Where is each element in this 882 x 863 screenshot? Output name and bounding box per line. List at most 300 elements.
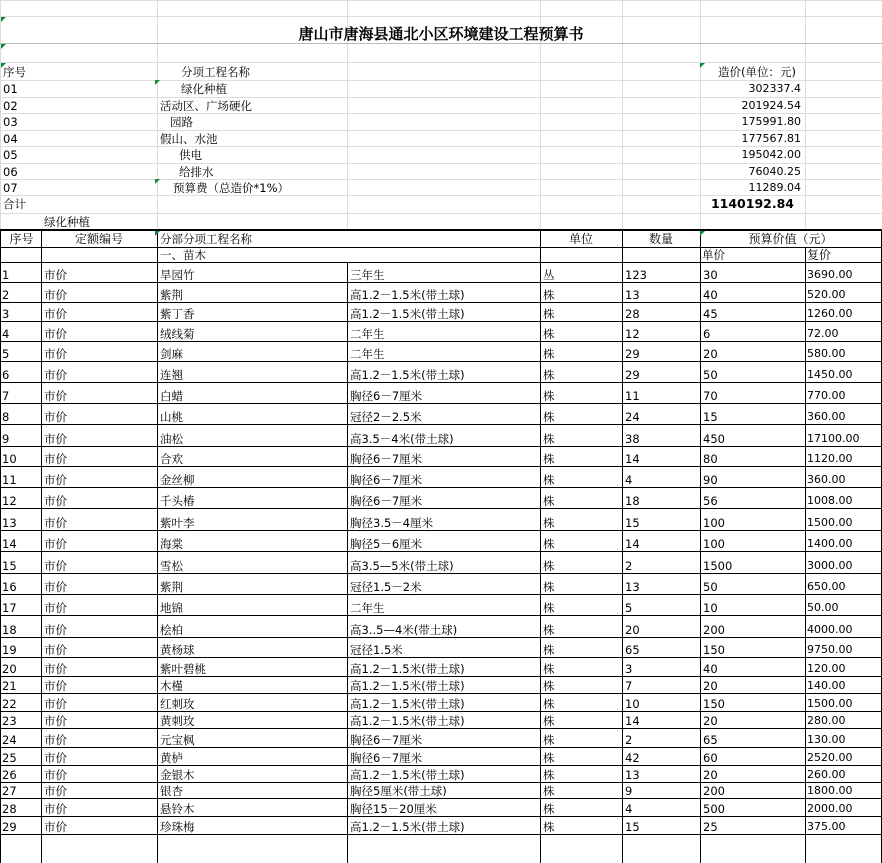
row-name: 海棠: [160, 537, 183, 551]
table-col-line: [347, 262, 348, 863]
row-unit: 株: [543, 768, 555, 782]
row-price: 150: [703, 643, 725, 657]
row-spec: 冠径1.5米: [350, 643, 403, 657]
row-unit: 株: [543, 473, 555, 487]
row-price: 20: [703, 347, 718, 361]
row-name: 紫荆: [160, 288, 183, 302]
row-name: 紫丁香: [160, 307, 195, 321]
row-unit: 株: [543, 559, 555, 573]
row-total: 50.00: [807, 601, 839, 614]
category-label: 一、苗木: [160, 248, 206, 262]
row-code: 市价: [44, 768, 67, 782]
row-qty: 29: [625, 368, 640, 382]
row-total: 1400.00: [807, 537, 853, 550]
grid-line: [0, 113, 882, 114]
table-row-line: [0, 487, 882, 488]
row-qty: 7: [625, 679, 633, 693]
row-total: 360.00: [807, 410, 846, 423]
table-row-line: [0, 834, 882, 835]
table-col-line: [622, 230, 623, 863]
summary-row-no: 05: [3, 148, 18, 162]
summary-total-value: 1140192.84: [710, 196, 794, 211]
row-price: 150: [703, 697, 725, 711]
row-price: 70: [703, 389, 718, 403]
row-name: 金丝柳: [160, 473, 195, 487]
row-code: 市价: [44, 288, 67, 302]
comment-marker-icon: [1, 17, 6, 22]
row-total: 260.00: [807, 768, 846, 781]
row-price: 40: [703, 662, 718, 676]
summary-row-no: 07: [3, 181, 18, 195]
row-spec: 胸径6－7厘米: [350, 389, 423, 403]
row-unit: 株: [543, 494, 555, 508]
row-unit: 株: [543, 697, 555, 711]
row-name: 银杏: [160, 784, 183, 798]
row-name: 剑麻: [160, 347, 183, 361]
row-code: 市价: [44, 733, 67, 747]
row-total: 375.00: [807, 820, 846, 833]
row-code: 市价: [44, 784, 67, 798]
row-spec: 高1.2－1.5米(带土球): [350, 679, 465, 693]
table-row-line: [0, 594, 882, 595]
row-price: 1500: [703, 559, 733, 573]
row-no: 6: [2, 368, 10, 382]
row-total: 1500.00: [807, 516, 853, 529]
summary-row-cost: 76040.25: [748, 165, 801, 178]
summary-row-no: 01: [3, 82, 18, 96]
row-name: 黄杨球: [160, 643, 195, 657]
row-total: 360.00: [807, 473, 846, 486]
row-price: 56: [703, 494, 718, 508]
grid-line: [0, 0, 882, 1]
row-spec: 胸径5－6厘米: [350, 537, 423, 551]
row-code: 市价: [44, 802, 67, 816]
row-spec: 高3.5－4米(带土球): [350, 432, 454, 446]
header-no: 序号: [9, 232, 34, 246]
row-spec: 胸径6－7厘米: [350, 733, 423, 747]
row-total: 120.00: [807, 662, 846, 675]
row-qty: 2: [625, 733, 633, 747]
row-qty: 38: [625, 432, 640, 446]
row-unit: 株: [543, 288, 555, 302]
row-price: 450: [703, 432, 725, 446]
page-title: 唐山市唐海县通北小区环境建设工程预算书: [298, 25, 584, 43]
row-name: 连翘: [160, 368, 183, 382]
row-qty: 13: [625, 580, 640, 594]
summary-row-no: 06: [3, 165, 18, 179]
row-qty: 18: [625, 494, 640, 508]
row-spec: 高1.2－1.5米(带土球): [350, 368, 465, 382]
comment-marker-icon: [155, 80, 160, 85]
summary-row-name: 绿化种植: [181, 82, 227, 96]
row-price: 65: [703, 733, 718, 747]
row-no: 10: [2, 452, 17, 466]
row-price: 20: [703, 714, 718, 728]
row-spec: 高1.2－1.5米(带土球): [350, 288, 465, 302]
row-qty: 15: [625, 516, 640, 530]
row-total: 4000.00: [807, 623, 853, 636]
table-row-line: [0, 382, 882, 383]
grid-line: [0, 130, 882, 131]
row-price: 50: [703, 368, 718, 382]
row-qty: 65: [625, 643, 640, 657]
row-unit: 株: [543, 410, 555, 424]
row-unit: 株: [543, 389, 555, 403]
row-total: 520.00: [807, 288, 846, 301]
comment-marker-icon: [700, 231, 705, 236]
row-price: 60: [703, 751, 718, 765]
row-code: 市价: [44, 601, 67, 615]
table-row-line: [0, 573, 882, 574]
grid-line: [0, 179, 882, 180]
table-row-line: [0, 615, 882, 616]
row-total: 1800.00: [807, 784, 853, 797]
header-total: 复价: [807, 248, 832, 262]
summary-row-no: 03: [3, 115, 18, 129]
table-row-line: [0, 321, 882, 322]
row-no: 29: [2, 820, 17, 834]
row-no: 28: [2, 802, 17, 816]
table-row-line: [0, 693, 882, 694]
table-col-line: [805, 247, 806, 863]
row-code: 市价: [44, 368, 67, 382]
row-unit: 株: [543, 714, 555, 728]
row-no: 15: [2, 559, 17, 573]
row-spec: 三年生: [350, 268, 385, 282]
row-name: 黄栌: [160, 751, 183, 765]
row-qty: 3: [625, 662, 633, 676]
row-name: 白蜡: [160, 389, 183, 403]
table-col-line: [540, 230, 541, 863]
row-name: 金银木: [160, 768, 195, 782]
row-code: 市价: [44, 410, 67, 424]
header-code: 定额编号: [74, 232, 123, 246]
row-code: 市价: [44, 679, 67, 693]
row-total: 72.00: [807, 327, 839, 340]
row-name: 雪松: [160, 559, 183, 573]
table-row-line: [0, 403, 882, 404]
row-price: 200: [703, 784, 725, 798]
row-total: 1500.00: [807, 697, 853, 710]
row-no: 13: [2, 516, 17, 530]
row-qty: 14: [625, 537, 640, 551]
row-code: 市价: [44, 327, 67, 341]
row-total: 140.00: [807, 679, 846, 692]
row-no: 20: [2, 662, 17, 676]
table-col-line: [0, 230, 1, 863]
row-no: 24: [2, 733, 17, 747]
row-unit: 株: [543, 679, 555, 693]
table-row-line: [0, 747, 882, 748]
summary-row-name: 园路: [170, 115, 193, 129]
row-price: 90: [703, 473, 718, 487]
table-row-line: [0, 341, 882, 342]
row-name: 合欢: [160, 452, 183, 466]
row-total: 9750.00: [807, 643, 853, 656]
row-price: 45: [703, 307, 718, 321]
row-total: 2520.00: [807, 751, 853, 764]
table-row-line: [0, 530, 882, 531]
row-name: 山桃: [160, 410, 183, 424]
row-qty: 14: [625, 452, 640, 466]
table-row-line: [0, 782, 882, 783]
row-total: 3690.00: [807, 268, 853, 281]
row-no: 18: [2, 623, 17, 637]
row-qty: 12: [625, 327, 640, 341]
row-price: 6: [703, 327, 711, 341]
row-price: 200: [703, 623, 725, 637]
table-row-line: [0, 676, 882, 677]
header-name: 分部分项工程名称: [160, 232, 252, 246]
table-col-line: [157, 230, 158, 863]
row-qty: 14: [625, 714, 640, 728]
row-qty: 11: [625, 389, 640, 403]
row-no: 9: [2, 432, 10, 446]
row-spec: 高1.2－1.5米(带土球): [350, 820, 465, 834]
summary-row-name: 供电: [179, 148, 202, 162]
row-name: 桧柏: [160, 623, 183, 637]
row-no: 7: [2, 389, 10, 403]
row-price: 500: [703, 802, 725, 816]
row-price: 40: [703, 288, 718, 302]
summary-row-cost: 175991.80: [741, 115, 801, 128]
grid-line: [0, 80, 882, 81]
header-qty: 数量: [648, 232, 673, 246]
summary-row-name: 预算费（总造价*1%）: [173, 181, 289, 195]
row-spec: 二年生: [350, 347, 385, 361]
table-row-line: [0, 551, 882, 552]
summary-header-cost: 造价(单位：元): [718, 65, 796, 79]
row-code: 市价: [44, 516, 67, 530]
table-row-line: [0, 302, 882, 303]
row-code: 市价: [44, 623, 67, 637]
table-row-line: [0, 765, 882, 766]
row-code: 市价: [44, 432, 67, 446]
row-spec: 高1.2－1.5米(带土球): [350, 697, 465, 711]
row-total: 1450.00: [807, 368, 853, 381]
row-price: 15: [703, 410, 718, 424]
row-code: 市价: [44, 751, 67, 765]
summary-row-cost: 302337.4: [748, 82, 801, 95]
grid-line: [0, 97, 882, 98]
row-unit: 株: [543, 580, 555, 594]
table-row-line: [0, 657, 882, 658]
row-no: 23: [2, 714, 17, 728]
row-no: 11: [2, 473, 17, 487]
row-no: 14: [2, 537, 17, 551]
row-qty: 29: [625, 347, 640, 361]
row-name: 旱园竹: [160, 268, 195, 282]
row-code: 市价: [44, 494, 67, 508]
row-unit: 株: [543, 733, 555, 747]
summary-row-cost: 177567.81: [741, 132, 801, 145]
table-top-border: [0, 229, 882, 231]
grid-line: [0, 16, 882, 17]
header-price: 单价: [702, 248, 725, 262]
row-qty: 13: [625, 768, 640, 782]
row-code: 市价: [44, 452, 67, 466]
table-row-line: [0, 798, 882, 799]
comment-marker-icon: [155, 179, 160, 184]
row-spec: 高3..5—4米(带土球): [350, 623, 458, 637]
row-no: 19: [2, 643, 17, 657]
row-no: 27: [2, 784, 17, 798]
row-total: 2000.00: [807, 802, 853, 815]
row-name: 元宝枫: [160, 733, 195, 747]
row-unit: 株: [543, 623, 555, 637]
row-price: 100: [703, 516, 725, 530]
section-label: 绿化种植: [44, 215, 90, 229]
table-col-line: [700, 230, 701, 863]
row-name: 地锦: [160, 601, 183, 615]
summary-row-cost: 201924.54: [741, 99, 801, 112]
summary-row-no: 04: [3, 132, 18, 146]
row-no: 17: [2, 601, 17, 615]
row-code: 市价: [44, 389, 67, 403]
table-row-line: [0, 446, 882, 447]
row-code: 市价: [44, 662, 67, 676]
row-total: 3000.00: [807, 559, 853, 572]
row-qty: 4: [625, 802, 633, 816]
row-spec: 胸径6－7厘米: [350, 473, 423, 487]
row-unit: 株: [543, 784, 555, 798]
table-row-line: [0, 637, 882, 638]
row-total: 1260.00: [807, 307, 853, 320]
row-name: 黄刺玫: [160, 714, 195, 728]
row-code: 市价: [44, 580, 67, 594]
row-unit: 株: [543, 820, 555, 834]
row-unit: 株: [543, 516, 555, 530]
row-no: 3: [2, 307, 10, 321]
row-spec: 胸径6－7厘米: [350, 751, 423, 765]
row-unit: 株: [543, 601, 555, 615]
comment-marker-icon: [155, 231, 160, 236]
table-row-line: [0, 816, 882, 817]
row-spec: 胸径5厘米(带土球): [350, 784, 447, 798]
table-row-line: [0, 508, 882, 509]
row-no: 25: [2, 751, 17, 765]
row-qty: 13: [625, 288, 640, 302]
row-spec: 高3.5—5米(带土球): [350, 559, 454, 573]
row-spec: 胸径6－7厘米: [350, 452, 423, 466]
grid-line: [0, 213, 882, 214]
row-unit: 株: [543, 802, 555, 816]
row-no: 26: [2, 768, 17, 782]
row-spec: 二年生: [350, 601, 385, 615]
row-no: 1: [2, 268, 10, 282]
table-row-line: [0, 262, 882, 263]
row-total: 1008.00: [807, 494, 853, 507]
row-code: 市价: [44, 268, 67, 282]
row-price: 20: [703, 768, 718, 782]
comment-marker-icon: [1, 44, 6, 49]
row-code: 市价: [44, 307, 67, 321]
summary-row-name: 假山、水池: [160, 132, 218, 146]
row-name: 紫荆: [160, 580, 183, 594]
row-code: 市价: [44, 347, 67, 361]
row-price: 25: [703, 820, 718, 834]
row-spec: 冠径1.5－2米: [350, 580, 422, 594]
row-no: 16: [2, 580, 17, 594]
row-unit: 丛: [543, 268, 555, 282]
row-spec: 胸径3.5－4厘米: [350, 516, 434, 530]
row-code: 市价: [44, 473, 67, 487]
row-code: 市价: [44, 537, 67, 551]
row-total: 580.00: [807, 347, 846, 360]
row-code: 市价: [44, 697, 67, 711]
summary-row-no: 02: [3, 99, 18, 113]
row-name: 油松: [160, 432, 183, 446]
row-no: 12: [2, 494, 17, 508]
header-budget: 预算价值（元）: [748, 232, 833, 246]
row-qty: 4: [625, 473, 633, 487]
row-no: 21: [2, 679, 17, 693]
row-unit: 株: [543, 432, 555, 446]
summary-total-label: 合计: [3, 197, 26, 211]
table-col-line: [41, 230, 42, 863]
row-no: 2: [2, 288, 10, 302]
row-name: 绒线菊: [160, 327, 195, 341]
row-unit: 株: [543, 537, 555, 551]
row-total: 1120.00: [807, 452, 853, 465]
row-unit: 株: [543, 643, 555, 657]
grid-line: [0, 62, 882, 63]
row-code: 市价: [44, 559, 67, 573]
row-qty: 2: [625, 559, 633, 573]
row-qty: 123: [625, 268, 647, 282]
table-row-line: [0, 728, 882, 729]
row-unit: 株: [543, 452, 555, 466]
table-row-line: [0, 282, 882, 283]
row-qty: 42: [625, 751, 640, 765]
row-spec: 二年生: [350, 327, 385, 341]
row-total: 280.00: [807, 714, 846, 727]
row-spec: 高1.2－1.5米(带土球): [350, 662, 465, 676]
row-name: 木槿: [160, 679, 183, 693]
grid-line: [0, 146, 882, 147]
row-name: 紫叶李: [160, 516, 195, 530]
row-price: 100: [703, 537, 725, 551]
row-price: 50: [703, 580, 718, 594]
row-name: 千头椿: [160, 494, 195, 508]
row-name: 紫叶碧桃: [160, 662, 206, 676]
header-unit: 单位: [568, 232, 593, 246]
row-code: 市价: [44, 714, 67, 728]
row-qty: 24: [625, 410, 640, 424]
table-row-line: [0, 466, 882, 467]
row-no: 8: [2, 410, 10, 424]
row-code: 市价: [44, 820, 67, 834]
row-spec: 冠径2－2.5米: [350, 410, 422, 424]
row-no: 5: [2, 347, 10, 361]
row-name: 珍珠梅: [160, 820, 195, 834]
row-price: 80: [703, 452, 718, 466]
row-price: 10: [703, 601, 718, 615]
summary-header-name: 分项工程名称: [181, 65, 250, 79]
row-spec: 高1.2－1.5米(带土球): [350, 768, 465, 782]
row-qty: 10: [625, 697, 640, 711]
row-price: 20: [703, 679, 718, 693]
row-unit: 株: [543, 307, 555, 321]
row-unit: 株: [543, 347, 555, 361]
row-unit: 株: [543, 662, 555, 676]
row-total: 130.00: [807, 733, 846, 746]
row-unit: 株: [543, 751, 555, 765]
row-price: 30: [703, 268, 718, 282]
row-name: 悬铃木: [160, 802, 195, 816]
summary-row-name: 给排水: [179, 165, 214, 179]
summary-row-name: 活动区、广场硬化: [160, 99, 252, 113]
